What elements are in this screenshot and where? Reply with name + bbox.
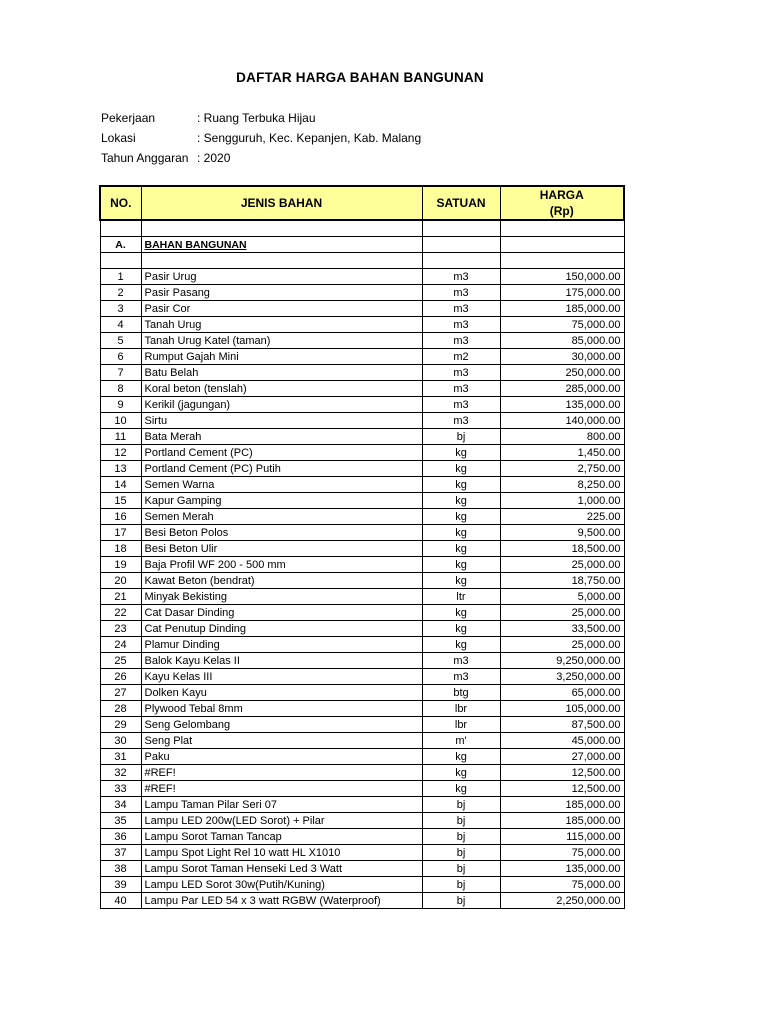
table-row xyxy=(100,301,624,317)
item-price: 33,500.00 xyxy=(500,621,624,637)
item-no: 30 xyxy=(100,733,141,749)
item-unit: kg xyxy=(422,477,500,493)
item-price: 75,000.00 xyxy=(500,317,624,333)
table-row xyxy=(100,861,624,877)
table-row xyxy=(100,637,624,653)
item-unit: ltr xyxy=(422,589,500,605)
item-price: 85,000.00 xyxy=(500,333,624,349)
item-no: 32 xyxy=(100,765,141,781)
item-price: 115,000.00 xyxy=(500,829,624,845)
item-unit: m2 xyxy=(422,349,500,365)
item-name: Besi Beton Polos xyxy=(141,525,422,541)
item-no: 6 xyxy=(100,349,141,365)
item-name: #REF! xyxy=(141,781,422,797)
item-no: 20 xyxy=(100,573,141,589)
item-unit: bj xyxy=(422,429,500,445)
table-row xyxy=(100,397,624,413)
table-row xyxy=(100,669,624,685)
item-no: 14 xyxy=(100,477,141,493)
item-unit: kg xyxy=(422,749,500,765)
item-name: Lampu Par LED 54 x 3 watt RGBW (Waterproof) xyxy=(141,893,422,909)
table-row xyxy=(100,829,624,845)
item-name: Cat Penutup Dinding xyxy=(141,621,422,637)
item-no: 19 xyxy=(100,557,141,573)
item-no: 31 xyxy=(100,749,141,765)
info-label-lokasi: Lokasi xyxy=(101,131,136,145)
item-unit: m3 xyxy=(422,285,500,301)
table-row xyxy=(100,285,624,301)
item-no: 17 xyxy=(100,525,141,541)
item-price: 18,750.00 xyxy=(500,573,624,589)
table-row xyxy=(100,493,624,509)
item-unit: kg xyxy=(422,541,500,557)
item-no: 12 xyxy=(100,445,141,461)
table-row xyxy=(100,509,624,525)
item-no: 9 xyxy=(100,397,141,413)
item-price: 185,000.00 xyxy=(500,301,624,317)
item-unit: m3 xyxy=(422,301,500,317)
item-unit: kg xyxy=(422,493,500,509)
item-unit: m3 xyxy=(422,397,500,413)
table-row xyxy=(100,701,624,717)
item-unit: m3 xyxy=(422,653,500,669)
item-no: 22 xyxy=(100,605,141,621)
info-value-tahun: : 2020 xyxy=(197,151,231,165)
item-unit: m' xyxy=(422,733,500,749)
item-name: Rumput Gajah Mini xyxy=(141,349,422,365)
item-price: 1,000.00 xyxy=(500,493,624,509)
table-row xyxy=(100,717,624,733)
item-unit: kg xyxy=(422,509,500,525)
item-price: 175,000.00 xyxy=(500,285,624,301)
item-price: 185,000.00 xyxy=(500,813,624,829)
table-row xyxy=(100,269,624,285)
table-row xyxy=(100,685,624,701)
item-no: 8 xyxy=(100,381,141,397)
table-row xyxy=(100,813,624,829)
section-code: A. xyxy=(100,237,141,253)
item-name: Seng Gelombang xyxy=(141,717,422,733)
item-unit: kg xyxy=(422,781,500,797)
item-no: 23 xyxy=(100,621,141,637)
item-price: 2,250,000.00 xyxy=(500,893,624,909)
item-unit: bj xyxy=(422,813,500,829)
item-price: 12,500.00 xyxy=(500,781,624,797)
item-price: 25,000.00 xyxy=(500,557,624,573)
item-price: 87,500.00 xyxy=(500,717,624,733)
item-name: Dolken Kayu xyxy=(141,685,422,701)
item-no: 10 xyxy=(100,413,141,429)
item-unit: bj xyxy=(422,893,500,909)
table-row xyxy=(100,317,624,333)
item-no: 5 xyxy=(100,333,141,349)
item-name: Besi Beton Ulir xyxy=(141,541,422,557)
item-unit: lbr xyxy=(422,717,500,733)
item-name: Portland Cement (PC) Putih xyxy=(141,461,422,477)
table-row xyxy=(100,733,624,749)
item-price: 45,000.00 xyxy=(500,733,624,749)
table-row xyxy=(100,413,624,429)
header-jenis-bahan: JENIS BAHAN xyxy=(141,186,422,220)
item-no: 7 xyxy=(100,365,141,381)
item-unit: m3 xyxy=(422,333,500,349)
table-row xyxy=(100,797,624,813)
section-name: BAHAN BANGUNAN xyxy=(144,238,247,251)
item-price: 27,000.00 xyxy=(500,749,624,765)
item-price: 1,450.00 xyxy=(500,445,624,461)
table-row xyxy=(100,445,624,461)
item-name: Tanah Urug Katel (taman) xyxy=(141,333,422,349)
spacer-row xyxy=(100,253,624,269)
item-price: 2,750.00 xyxy=(500,461,624,477)
item-price: 75,000.00 xyxy=(500,877,624,893)
spacer-row xyxy=(100,220,624,237)
item-name: Semen Merah xyxy=(141,509,422,525)
price-table xyxy=(99,185,625,909)
item-unit: m3 xyxy=(422,365,500,381)
item-price: 185,000.00 xyxy=(500,797,624,813)
table-row xyxy=(100,477,624,493)
item-name: Lampu LED Sorot 30w(Putih/Kuning) xyxy=(141,877,422,893)
item-name: Pasir Pasang xyxy=(141,285,422,301)
item-name: Plamur Dinding xyxy=(141,637,422,653)
table-row xyxy=(100,349,624,365)
item-name: Sirtu xyxy=(141,413,422,429)
item-no: 36 xyxy=(100,829,141,845)
item-name: Bata Merah xyxy=(141,429,422,445)
item-price: 285,000.00 xyxy=(500,381,624,397)
item-no: 1 xyxy=(100,269,141,285)
item-name: Koral beton (tenslah) xyxy=(141,381,422,397)
item-unit: kg xyxy=(422,605,500,621)
item-price: 105,000.00 xyxy=(500,701,624,717)
table-row xyxy=(100,845,624,861)
item-no: 35 xyxy=(100,813,141,829)
item-unit: m3 xyxy=(422,381,500,397)
header-harga-unit: (Rp) xyxy=(549,204,574,218)
item-name: Lampu Sorot Taman Tancap xyxy=(141,829,422,845)
item-name: Minyak Bekisting xyxy=(141,589,422,605)
item-unit: kg xyxy=(422,445,500,461)
item-name: Pasir Cor xyxy=(141,301,422,317)
item-no: 39 xyxy=(100,877,141,893)
item-no: 18 xyxy=(100,541,141,557)
item-price: 25,000.00 xyxy=(500,605,624,621)
item-name: Kerikil (jagungan) xyxy=(141,397,422,413)
item-price: 3,250,000.00 xyxy=(500,669,624,685)
table-row xyxy=(100,653,624,669)
item-name: Lampu Spot Light Rel 10 watt HL X1010 xyxy=(141,845,422,861)
item-unit: kg xyxy=(422,525,500,541)
table-row xyxy=(100,525,624,541)
item-name: Tanah Urug xyxy=(141,317,422,333)
table-row xyxy=(100,461,624,477)
item-unit: bj xyxy=(422,797,500,813)
item-unit: btg xyxy=(422,685,500,701)
item-name: Kawat Beton (bendrat) xyxy=(141,573,422,589)
item-name: Semen Warna xyxy=(141,477,422,493)
info-value-pekerjaan: : Ruang Terbuka Hijau xyxy=(197,111,316,125)
item-price: 135,000.00 xyxy=(500,397,624,413)
item-price: 18,500.00 xyxy=(500,541,624,557)
item-price: 25,000.00 xyxy=(500,637,624,653)
item-price: 8,250.00 xyxy=(500,477,624,493)
item-no: 11 xyxy=(100,429,141,445)
item-unit: kg xyxy=(422,573,500,589)
table-row xyxy=(100,573,624,589)
item-price: 30,000.00 xyxy=(500,349,624,365)
item-name: Cat Dasar Dinding xyxy=(141,605,422,621)
section-row xyxy=(100,237,624,253)
item-name: Batu Belah xyxy=(141,365,422,381)
item-price: 140,000.00 xyxy=(500,413,624,429)
document-title: DAFTAR HARGA BAHAN BANGUNAN xyxy=(236,70,484,85)
item-unit: kg xyxy=(422,557,500,573)
item-unit: bj xyxy=(422,861,500,877)
item-name: Lampu LED 200w(LED Sorot) + Pilar xyxy=(141,813,422,829)
info-label-tahun: Tahun Anggaran xyxy=(101,151,189,165)
item-no: 4 xyxy=(100,317,141,333)
item-name: Seng Plat xyxy=(141,733,422,749)
item-unit: kg xyxy=(422,461,500,477)
item-no: 3 xyxy=(100,301,141,317)
table-row xyxy=(100,365,624,381)
item-unit: m3 xyxy=(422,669,500,685)
item-name: Pasir Urug xyxy=(141,269,422,285)
item-no: 29 xyxy=(100,717,141,733)
item-unit: bj xyxy=(422,845,500,861)
item-unit: m3 xyxy=(422,413,500,429)
item-unit: lbr xyxy=(422,701,500,717)
item-no: 33 xyxy=(100,781,141,797)
table-row xyxy=(100,333,624,349)
item-no: 16 xyxy=(100,509,141,525)
item-unit: m3 xyxy=(422,269,500,285)
item-name: Plywood Tebal 8mm xyxy=(141,701,422,717)
item-no: 26 xyxy=(100,669,141,685)
item-no: 27 xyxy=(100,685,141,701)
header-harga xyxy=(500,186,624,220)
item-name: Lampu Sorot Taman Henseki Led 3 Watt xyxy=(141,861,422,877)
item-price: 65,000.00 xyxy=(500,685,624,701)
table-row xyxy=(100,893,624,909)
table-row xyxy=(100,589,624,605)
item-price: 250,000.00 xyxy=(500,365,624,381)
table-row xyxy=(100,541,624,557)
item-no: 38 xyxy=(100,861,141,877)
item-name: #REF! xyxy=(141,765,422,781)
item-price: 9,250,000.00 xyxy=(500,653,624,669)
info-label-pekerjaan: Pekerjaan xyxy=(101,111,156,125)
info-value-lokasi: : Sengguruh, Kec. Kepanjen, Kab. Malang xyxy=(197,131,422,145)
item-name: Baja Profil WF 200 - 500 mm xyxy=(141,557,422,573)
table-row xyxy=(100,749,624,765)
item-no: 15 xyxy=(100,493,141,509)
item-price: 9,500.00 xyxy=(500,525,624,541)
item-no: 21 xyxy=(100,589,141,605)
header-harga-label: HARGA xyxy=(539,188,584,202)
item-unit: bj xyxy=(422,829,500,845)
item-no: 40 xyxy=(100,893,141,909)
header-satuan: SATUAN xyxy=(422,186,500,220)
item-name: Kapur Gamping xyxy=(141,493,422,509)
table-row xyxy=(100,621,624,637)
section-name-cell xyxy=(141,237,422,253)
item-no: 37 xyxy=(100,845,141,861)
item-price: 75,000.00 xyxy=(500,845,624,861)
item-name: Lampu Taman Pilar Seri 07 xyxy=(141,797,422,813)
table-row xyxy=(100,557,624,573)
item-price: 800.00 xyxy=(500,429,624,445)
item-no: 28 xyxy=(100,701,141,717)
item-unit: m3 xyxy=(422,317,500,333)
table-row xyxy=(100,605,624,621)
item-no: 24 xyxy=(100,637,141,653)
item-unit: bj xyxy=(422,877,500,893)
table-row xyxy=(100,877,624,893)
item-unit: kg xyxy=(422,621,500,637)
table-row xyxy=(100,781,624,797)
item-price: 5,000.00 xyxy=(500,589,624,605)
table-row xyxy=(100,429,624,445)
item-no: 2 xyxy=(100,285,141,301)
item-name: Paku xyxy=(141,749,422,765)
item-price: 12,500.00 xyxy=(500,765,624,781)
item-price: 135,000.00 xyxy=(500,861,624,877)
item-no: 34 xyxy=(100,797,141,813)
header-no: NO. xyxy=(100,186,141,220)
item-unit: kg xyxy=(422,765,500,781)
table-header-row xyxy=(100,186,624,220)
item-unit: kg xyxy=(422,637,500,653)
table-row xyxy=(100,381,624,397)
item-no: 25 xyxy=(100,653,141,669)
item-name: Portland Cement (PC) xyxy=(141,445,422,461)
item-name: Balok Kayu Kelas II xyxy=(141,653,422,669)
item-name: Kayu Kelas III xyxy=(141,669,422,685)
table-row xyxy=(100,765,624,781)
item-no: 13 xyxy=(100,461,141,477)
item-price: 150,000.00 xyxy=(500,269,624,285)
item-price: 225.00 xyxy=(500,509,624,525)
